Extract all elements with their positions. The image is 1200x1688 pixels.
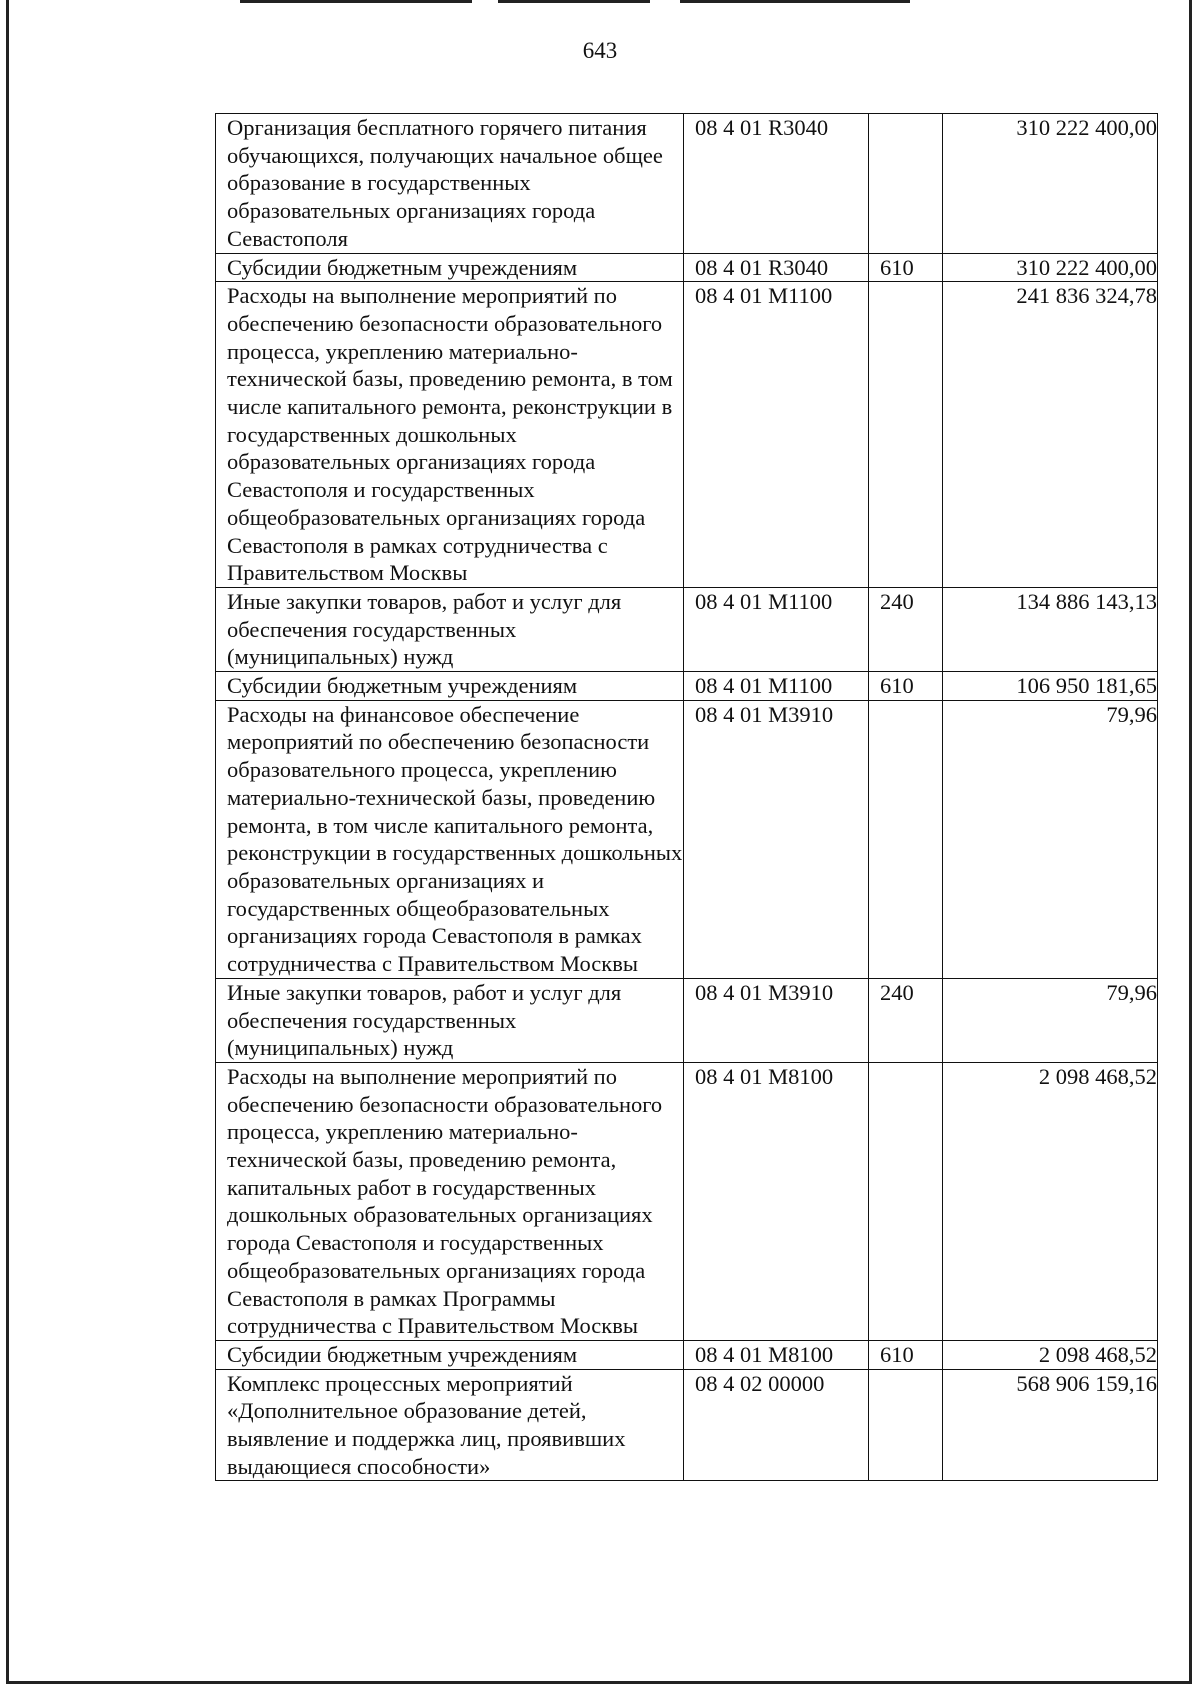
table-row	[216, 1340, 1158, 1369]
row-sum-cell: 2 098 468,52	[943, 1062, 1158, 1340]
row-code-cell: 08 4 01 M1100	[684, 282, 869, 588]
table-row	[216, 253, 1158, 282]
table-row	[216, 672, 1158, 701]
row-type-cell: 610	[869, 253, 943, 282]
row-sum-cell: 310 222 400,00	[943, 253, 1158, 282]
row-type-cell	[869, 114, 943, 254]
row-name-cell: Иные закупки товаров, работ и услуг для обеспечения государственных (муниципальных) нужд	[216, 978, 684, 1062]
row-name-cell: Расходы на выполнение мероприятий по обеспечению безопасности образовательного процесса, укреплению материально-технической базы, проведению ремонта, в том числе капитального ремонта, реконструкции в государственных дошкольных образовательных организациях города Севастополя и государственных общеобразовательных организациях города Севастополя в рамках сотрудничества с Правительством Москвы	[216, 282, 684, 588]
row-code-cell: 08 4 02 00000	[684, 1369, 869, 1481]
table-row	[216, 114, 1158, 254]
row-type-cell	[869, 282, 943, 588]
row-type-cell	[869, 700, 943, 978]
top-rule-right	[680, 0, 910, 3]
table-row	[216, 1369, 1158, 1481]
row-code-cell: 08 4 01 M3910	[684, 978, 869, 1062]
table-row	[216, 978, 1158, 1062]
table-row	[216, 282, 1158, 588]
budget-table	[215, 113, 1158, 1481]
row-name-cell: Расходы на выполнение мероприятий по обеспечению безопасности образовательного процесса, укреплению материально-технической базы, проведению ремонта, капитальных работ в государственных дошкольных образовательных организациях города Севастополя и государственных общеобразовательных организациях города Севастополя в рамках Программы сотрудничества с Правительством Москвы	[216, 1062, 684, 1340]
row-type-cell	[869, 1369, 943, 1481]
row-sum-cell: 241 836 324,78	[943, 282, 1158, 588]
row-sum-cell: 134 886 143,13	[943, 587, 1158, 671]
row-code-cell: 08 4 01 R3040	[684, 114, 869, 254]
top-rule-left	[240, 0, 472, 3]
row-sum-cell: 568 906 159,16	[943, 1369, 1158, 1481]
row-name-cell: Организация бесплатного горячего питания обучающихся, получающих начальное общее образование в государственных образовательных организациях города Севастополя	[216, 114, 684, 254]
top-rule-center	[498, 0, 650, 3]
row-type-cell: 610	[869, 672, 943, 701]
row-code-cell: 08 4 01 M8100	[684, 1062, 869, 1340]
row-sum-cell: 2 098 468,52	[943, 1340, 1158, 1369]
row-sum-cell: 310 222 400,00	[943, 114, 1158, 254]
row-type-cell	[869, 1062, 943, 1340]
row-sum-cell: 106 950 181,65	[943, 672, 1158, 701]
page-number: 643	[582, 38, 618, 63]
row-code-cell: 08 4 01 M1100	[684, 672, 869, 701]
row-sum-cell: 79,96	[943, 978, 1158, 1062]
row-name-cell: Расходы на финансовое обеспечение мероприятий по обеспечению безопасности образовательного процесса, укреплению материально-технической базы, проведению ремонта, в том числе капитального ремонта, реконструкции в государственных дошкольных образовательных организациях и государственных общеобразовательных организациях города Севастополя в рамках сотрудничества с Правительством Москвы	[216, 700, 684, 978]
row-code-cell: 08 4 01 R3040	[684, 253, 869, 282]
row-code-cell: 08 4 01 M3910	[684, 700, 869, 978]
row-type-cell: 240	[869, 587, 943, 671]
row-name-cell: Субсидии бюджетным учреждениям	[216, 1340, 684, 1369]
row-code-cell: 08 4 01 M1100	[684, 587, 869, 671]
table-row	[216, 587, 1158, 671]
row-sum-cell: 79,96	[943, 700, 1158, 978]
row-name-cell: Субсидии бюджетным учреждениям	[216, 672, 684, 701]
row-name-cell: Комплекс процессных мероприятий «Дополнительное образование детей, выявление и поддержка лиц, проявивших выдающиеся способности»	[216, 1369, 684, 1481]
table-row	[216, 1062, 1158, 1340]
row-type-cell: 240	[869, 978, 943, 1062]
row-code-cell: 08 4 01 M8100	[684, 1340, 869, 1369]
row-name-cell: Субсидии бюджетным учреждениям	[216, 253, 684, 282]
row-type-cell: 610	[869, 1340, 943, 1369]
table-row	[216, 700, 1158, 978]
row-name-cell: Иные закупки товаров, работ и услуг для обеспечения государственных (муниципальных) нужд	[216, 587, 684, 671]
